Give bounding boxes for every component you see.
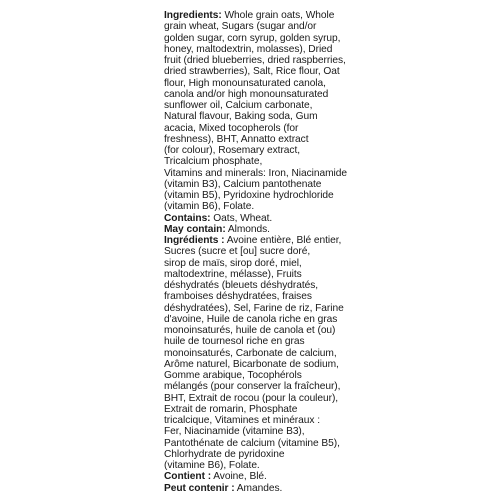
french-ingredients-line: déshydratés (bleuets déshydratés, [164, 280, 319, 291]
french-ingredients-line: Chlorhydrate de pyridoxine [164, 448, 285, 460]
english-ingredients-line: flour, High monounsaturated canola, [164, 77, 326, 89]
french-ingredients-text: Avoine entière, Blé entier, [224, 235, 342, 246]
french-may-contain-text: Amandes. [234, 482, 283, 494]
english-ingredients-line: Tricalcium phosphate, [164, 156, 263, 168]
english-contains-text: Oats, Wheat. [210, 212, 273, 224]
french-ingredients-line: Gomme arabique, Tocophérols [164, 370, 302, 381]
french-ingredients-line: mélangés (pour conserver la fraîcheur), [164, 381, 341, 393]
french-ingredients-line: Pantothénate de calcium (vitamine B5), [164, 437, 340, 449]
french-contains-heading: Contient : [164, 471, 212, 483]
french-ingredients-line: monoinsaturés, huile de canola et (ou) [164, 325, 336, 336]
english-ingredients-line: golden sugar, corn syrup, golden syrup, [164, 32, 341, 44]
french-section [164, 235, 374, 494]
english-ingredients-line: Natural flavour, Baking soda, Gum [164, 111, 318, 123]
french-ingredients-line: Sucres (sucre et [ou] sucre doré, [164, 246, 311, 258]
french-contains [164, 471, 374, 482]
english-contains [164, 213, 374, 224]
english-contains-heading: Contains: [164, 212, 211, 224]
french-ingredients-line: framboises déshydratées, fraises [164, 291, 312, 303]
french-ingredients-line: (vitamine B6), Folate. [164, 460, 260, 471]
english-may-contain [164, 224, 374, 235]
french-ingredients-line: BHT, Extrait de rocou (pour la couleur), [164, 392, 339, 404]
english-ingredients-line: sunflower oil, Calcium carbonate, [164, 100, 313, 111]
english-ingredients-line: grain wheat, Sugars (sugar and/or [164, 21, 317, 33]
french-ingredients-line: maltodextrine, mélasse), Fruits [164, 268, 302, 280]
english-ingredients-line: Vitamins and minerals: Iron, Niacinamide [164, 167, 347, 179]
english-ingredients-line-0 [164, 10, 374, 21]
english-ingredients-text: Whole grain oats, Whole [221, 10, 335, 21]
english-ingredients-line: (for colour), Rosemary extract, [164, 145, 301, 156]
french-ingredients-line: d'avoine, Huile de canola riche en gras [164, 313, 338, 325]
french-ingredients-heading: Ingrédients : [164, 235, 225, 246]
french-ingredients-line: Fer, Niacinamide (vitamine B3), [164, 426, 305, 438]
french-ingredients-line: tricalcique, Vitamines et minéraux : [164, 415, 320, 426]
english-may-contain-text: Almonds. [225, 223, 270, 235]
english-ingredients-line: (vitamin B5), Pyridoxine hydrochloride [164, 190, 334, 201]
french-contains-text: Avoine, Blé. [211, 471, 267, 483]
english-ingredients-line: canola and/or high monounsaturated [164, 88, 329, 100]
french-ingredients-line: monoinsaturés, Carbonate de calcium, [164, 347, 337, 359]
english-may-contain-heading: May contain: [164, 223, 226, 235]
french-ingredients-line: déshydratées), Sel, Farine de riz, Farine [164, 302, 344, 314]
english-ingredients-line: acacia, Mixed tocopherols (for [164, 122, 299, 134]
french-ingredients-line-0 [164, 235, 374, 246]
english-ingredients-line: freshness), BHT, Annatto extract [164, 133, 309, 145]
english-ingredients-line: (vitamin B6), Folate. [164, 201, 255, 213]
english-section [164, 10, 374, 235]
english-ingredients-line: honey, maltodextrin, molasses), Dried [164, 43, 333, 55]
english-ingredients-line: dried strawberries), Salt, Rice flour, Oat [164, 66, 340, 78]
french-ingredients-line: Extrait de romarin, Phosphate [164, 403, 298, 415]
english-ingredients-line: fruit (dried blueberries, dried raspberries, [164, 55, 346, 66]
english-ingredients-line: (vitamin B3), Calcium pantothenate [164, 178, 322, 190]
french-ingredients-line: sirop de maïs, sirop doré, miel, [164, 257, 302, 269]
french-may-contain-heading: Peut contenir : [164, 482, 235, 494]
english-ingredients-heading: Ingredients: [164, 10, 222, 21]
french-may-contain [164, 483, 374, 494]
french-ingredients-line: Arôme naturel, Bicarbonate de sodium, [164, 358, 339, 370]
french-ingredients-line: huile de tournesol riche en gras [164, 336, 305, 348]
ingredient-label [164, 10, 374, 494]
